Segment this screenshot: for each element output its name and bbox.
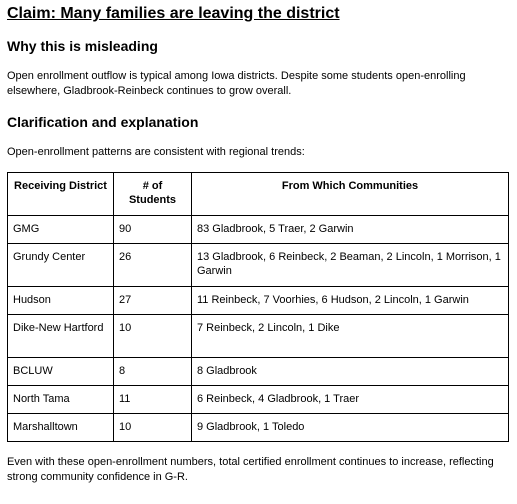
cell-communities: 11 Reinbeck, 7 Voorhies, 6 Hudson, 2 Lincoln, 1 Garwin [192,287,509,315]
cell-communities: 13 Gladbrook, 6 Reinbeck, 2 Beaman, 2 Lincoln, 1 Morrison, 1 Garwin [192,244,509,287]
cell-district: Hudson [8,287,114,315]
cell-district: North Tama [8,386,114,414]
table-header-row [8,173,509,216]
cell-students: 11 [114,386,192,414]
cell-communities: 9 Gladbrook, 1 Toledo [192,414,509,442]
cell-communities: 6 Reinbeck, 4 Gladbrook, 1 Traer [192,386,509,414]
cell-students: 26 [114,244,192,287]
table-row [8,315,509,358]
claim-heading: Claim: Many families are leaving the district [7,5,340,22]
cell-students: 8 [114,358,192,386]
footer-text: Even with these open-enrollment numbers, total certified enrollment continues to increase, reflecting strong community confidence in G-R. [7,456,494,483]
table-row [8,244,509,287]
table-row [8,287,509,315]
document-page [7,4,510,485]
cell-students: 27 [114,287,192,315]
table-row [8,216,509,244]
why-misleading-text: Open enrollment outflow is typical among Iowa districts. Despite some students open-enrolling elsewhere, Gladbrook-Reinbeck continues to grow overall. [7,70,466,97]
why-misleading-heading: Why this is misleading [7,38,158,54]
cell-communities: 7 Reinbeck, 2 Lincoln, 1 Dike [192,315,509,358]
cell-students: 10 [114,414,192,442]
table-row [8,386,509,414]
cell-communities: 8 Gladbrook [192,358,509,386]
header-receiving-district: Receiving District [8,173,114,216]
cell-district: GMG [8,216,114,244]
cell-district: BCLUW [8,358,114,386]
clarification-text: Open-enrollment patterns are consistent with regional trends: [7,146,305,158]
header-number-of-students: # of Students [114,173,192,216]
cell-district: Marshalltown [8,414,114,442]
header-from-communities: From Which Communities [192,173,509,216]
open-enrollment-table [7,172,509,442]
cell-students: 90 [114,216,192,244]
cell-district: Dike-New Hartford [8,315,114,358]
clarification-heading: Clarification and explanation [7,114,199,130]
cell-students: 10 [114,315,192,358]
table-row [8,358,509,386]
cell-district: Grundy Center [8,244,114,287]
table-row [8,414,509,442]
cell-communities: 83 Gladbrook, 5 Traer, 2 Garwin [192,216,509,244]
